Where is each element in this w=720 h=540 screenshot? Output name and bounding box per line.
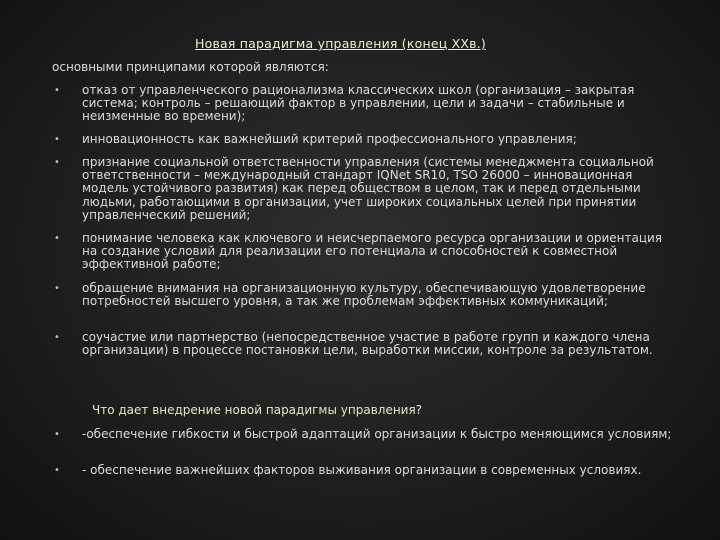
list-item-text: инновационность как важнейший критерий профессионального управления; xyxy=(82,132,577,146)
list-item-text: -обеспечение гибкости и быстрой адаптаций организации к быстро меняющимся условиям; xyxy=(82,427,672,441)
list-item xyxy=(52,464,672,477)
bullet-icon: • xyxy=(54,465,60,476)
list-item-text: обращение внимания на организационную культуру, обеспечивающую удовлетворение потребностей высшего уровня, а так же проблемам эффективных коммуникаций; xyxy=(82,281,646,309)
list-item xyxy=(52,428,672,441)
bullet-icon: • xyxy=(54,134,60,145)
bullet-icon: • xyxy=(54,233,60,244)
list-item xyxy=(52,331,672,357)
list-item-text: понимание человека как ключевого и неисчерпаемого ресурса организации и ориентация на создание условий для реализации его потенциала и способностей к совместной эффективной работе; xyxy=(82,231,663,272)
list-item xyxy=(52,156,672,222)
list-item xyxy=(52,84,672,124)
question-heading: Что дает внедрение новой парадигмы управления? xyxy=(92,403,423,417)
list-item-text: отказ от управленческого рационализма классических школ (организация – закрытая система; контроль – решающий фактор в управлении, цели и задачи – стабильные и неизменные во времени); xyxy=(82,83,635,124)
bullet-icon: • xyxy=(54,332,60,343)
intro-text: основными принципами которой являются: xyxy=(52,60,329,74)
slide-title: Новая парадигма управления (конец XXв.) xyxy=(195,36,486,51)
list-item xyxy=(52,133,672,146)
bullet-icon: • xyxy=(54,85,60,96)
bullet-icon: • xyxy=(54,283,60,294)
list-item-text: соучастие или партнерство (непосредственное участие в работе групп и каждого члена организации) в процессе постановки цели, выработки миссии, контроле за результатом. xyxy=(82,330,653,358)
list-item xyxy=(52,232,672,272)
bullet-icon: • xyxy=(54,429,60,440)
list-item-text: - обеспечение важнейших факторов выживания организации в современных условиях. xyxy=(82,463,642,477)
list-item-text: признание социальной ответственности управления (системы менеджмента социальной ответственности – международный стандарт IQNet SR10, ТSО 26000 – инновационная модель устойчивого развития) как перед обществом в целом, так и перед отдельными людьми, работающими в организации, учет широких социальных целей при принятии управленческий решений; xyxy=(82,155,654,222)
bullet-icon: • xyxy=(54,157,60,168)
list-item xyxy=(52,282,672,308)
